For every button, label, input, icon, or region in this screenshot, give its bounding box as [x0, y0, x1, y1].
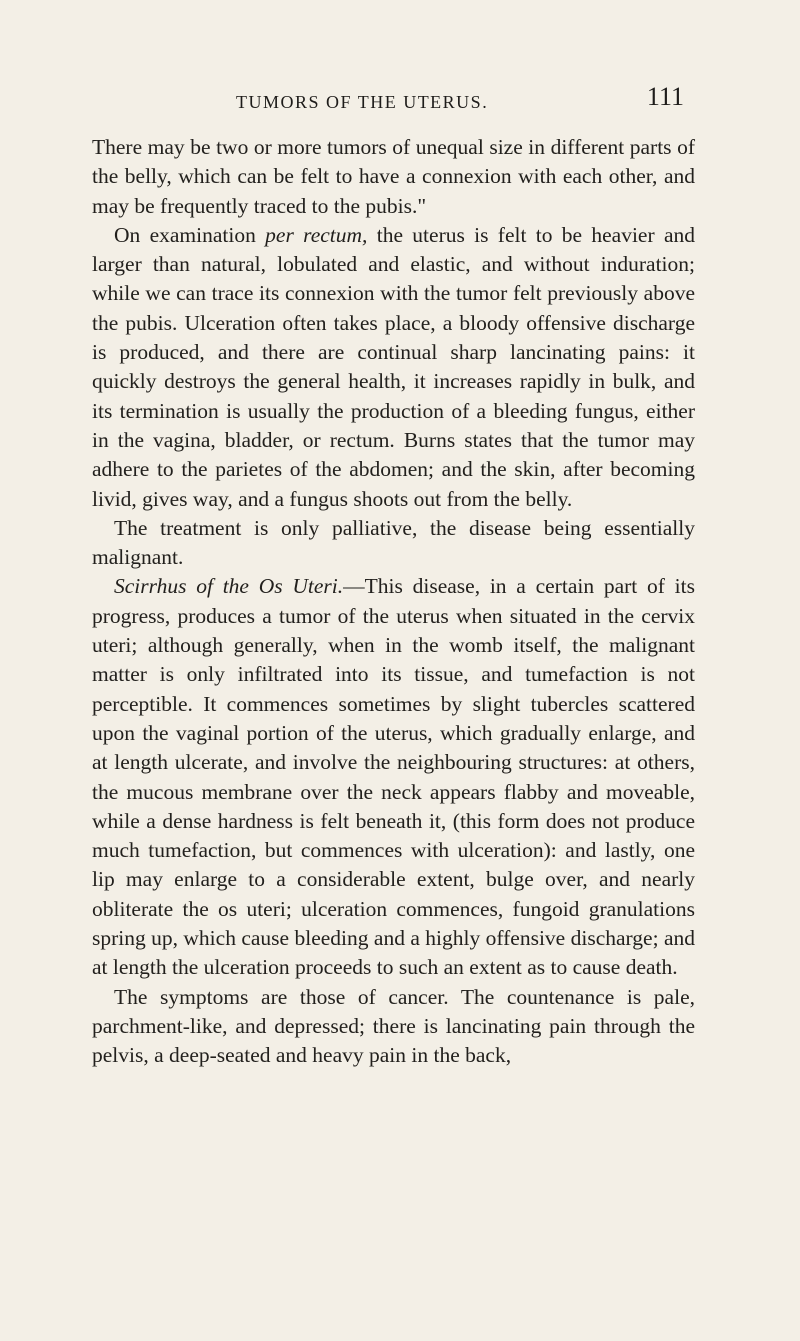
section-heading-italic: Scirrhus of the Os Uteri.: [114, 574, 344, 599]
running-head: TUMORS OF THE UTERUS.: [236, 92, 489, 112]
page-number: 111: [646, 82, 684, 111]
page-header: [92, 82, 692, 122]
paragraph-scirrhus: [92, 572, 695, 982]
paragraph-text: The treatment is only palliative, the disease being essentially malignant.: [92, 515, 695, 570]
paragraph-treatment: [92, 514, 695, 573]
paragraph-text: —This disease, in a certain part of its progress, produces a tumor of the uterus when situated in the cervix uteri; although generally, when in the womb itself, the malignant matter is only infiltrated into its tissue, and tumefaction is not perceptible. It commences sometimes by slight tubercles scattered upon the vaginal portion of the uterus, which gradually enlarge, and at length ulcerate, and involve the neighbouring structures: at others, the mucous membrane over the neck appears flabby and moveable, while a dense hardness is felt beneath it, (this form does not produce much tumefaction, but commences with ulceration): and lastly, one lip may enlarge to a considerable extent, bulge over, and nearly obliterate the os uteri; ulceration commences, fungoid granulations spring up, which cause bleeding and a highly offensive discharge; and at length the ulceration proceeds to such an extent as to cause death.: [92, 574, 695, 980]
paragraph-text: There may be two or more tumors of unequal size in different parts of the belly, which can be felt to have a connexion with each other, and may be frequently traced to the pubis.": [92, 135, 695, 218]
paragraph-lead: On examination: [114, 222, 266, 247]
italic-term: per rectum,: [265, 222, 368, 247]
paragraph-text: The symptoms are those of cancer. The countenance is pale, parchment-like, and depressed; there is lancinating pain through the pelvis, a deep-seated and heavy pain in the back,: [92, 984, 695, 1068]
body-text: [92, 133, 695, 1071]
paragraph-examination: [92, 221, 695, 514]
paragraph-text: the uterus is felt to be heavier and larger than natural, lobulated and elastic, and without induration; while we can trace its connexion with the tumor felt previously above the pubis. Ulceration often takes place, a bloody offensive discharge is produced, and there are continual sharp lancinating pains: it quickly destroys the general health, it increases rapidly in bulk, and its termination is usually the production of a bleeding fungus, either in the vagina, bladder, or rectum. Burns states that the tumor may adhere to the parietes of the abdomen; and the skin, after becoming livid, gives way, and a fungus shoots out from the belly.: [92, 222, 695, 511]
paragraph-continuation: [92, 133, 695, 221]
paragraph-symptoms: [92, 983, 695, 1071]
